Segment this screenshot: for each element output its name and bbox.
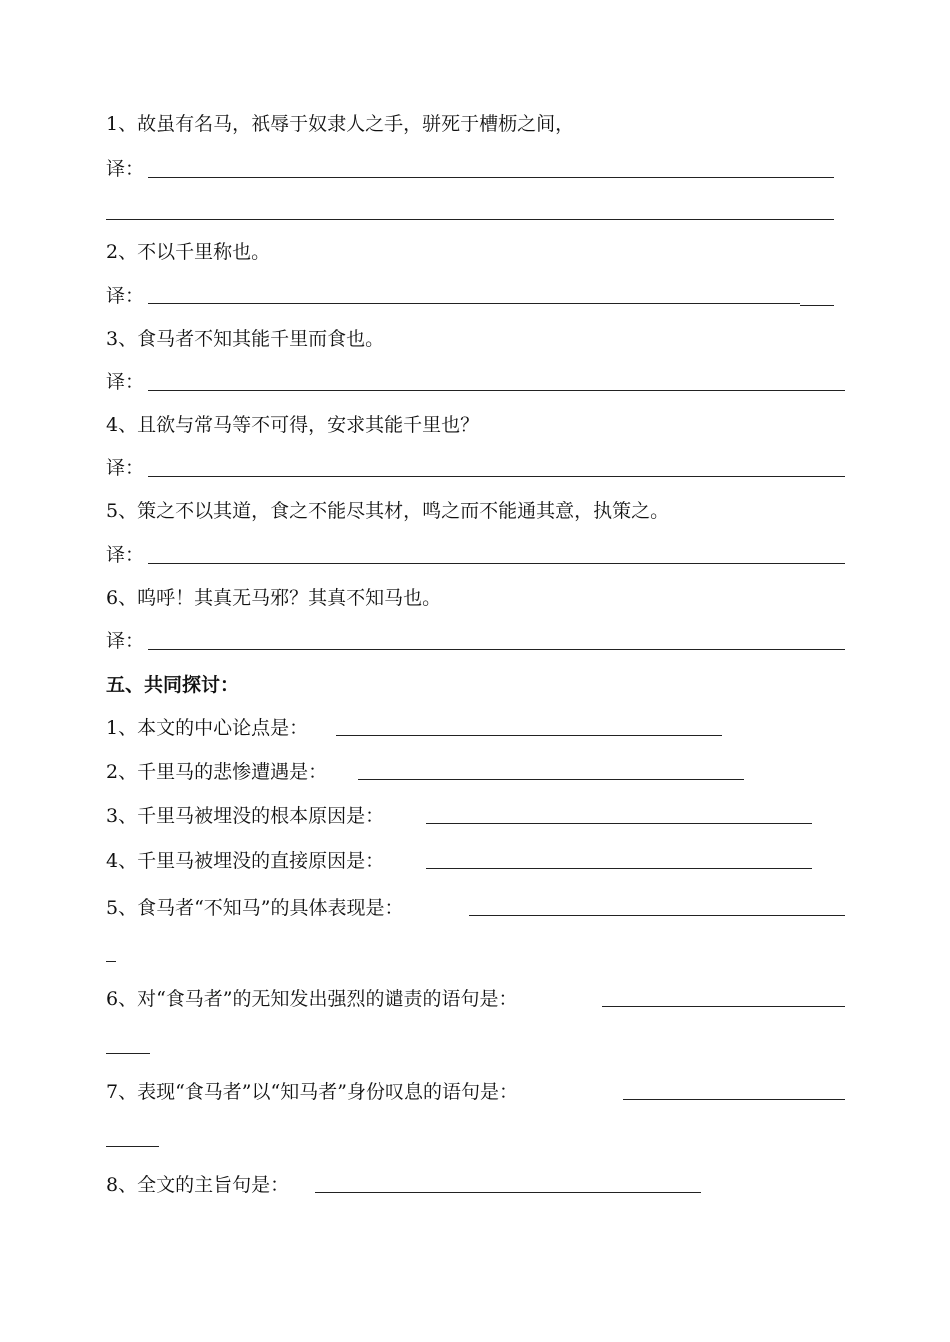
question-7-blank-tail[interactable]	[106, 1146, 159, 1147]
section-heading: 五、共同探讨：	[106, 674, 240, 696]
question-1-blank[interactable]	[336, 735, 722, 736]
question-2-blank[interactable]	[358, 779, 744, 780]
answer-line-6[interactable]	[148, 649, 845, 650]
answer-line-2[interactable]	[148, 303, 800, 304]
question-3-blank[interactable]	[426, 823, 812, 824]
question-6-blank[interactable]	[602, 1006, 845, 1007]
translation-sentence-2: 2、不以千里称也。	[106, 241, 271, 263]
question-7: 7、表现“食马者”以“知马者”身份叹息的语句是：	[106, 1081, 518, 1103]
answer-line-4[interactable]	[148, 476, 845, 477]
translation-prompt-4: 译：	[106, 457, 145, 479]
question-6: 6、对“食马者”的无知发出强烈的谴责的语句是：	[106, 988, 518, 1010]
question-5-blank[interactable]	[469, 915, 845, 916]
question-7-blank[interactable]	[623, 1099, 845, 1100]
translation-prompt-3: 译：	[106, 371, 145, 393]
question-5: 5、食马者“不知马”的具体表现是：	[106, 897, 404, 919]
question-6-blank-tail[interactable]	[106, 1053, 150, 1054]
question-8: 8、全文的主旨句是：	[106, 1174, 290, 1196]
question-8-blank[interactable]	[315, 1192, 701, 1193]
question-2: 2、千里马的悲惨遭遇是：	[106, 761, 328, 783]
translation-sentence-4: 4、且欲与常马等不可得，安求其能千里也？	[106, 414, 480, 436]
question-3: 3、千里马被埋没的根本原因是：	[106, 805, 385, 827]
translation-prompt-5: 译：	[106, 544, 145, 566]
translation-sentence-1: 1、故虽有名马，祇辱于奴隶人之手，骈死于槽枥之间，	[106, 113, 575, 135]
question-5-blank-tail[interactable]	[106, 961, 116, 962]
question-4-blank[interactable]	[426, 868, 812, 869]
question-4: 4、千里马被埋没的直接原因是：	[106, 850, 385, 872]
answer-line-2-tail[interactable]	[800, 305, 834, 306]
answer-line-1b[interactable]	[106, 219, 834, 220]
answer-line-5[interactable]	[148, 563, 845, 564]
translation-sentence-5: 5、策之不以其道，食之不能尽其材，鸣之而不能通其意，执策之。	[106, 500, 670, 522]
translation-sentence-6: 6、呜呼！其真无马邪？其真不知马也。	[106, 587, 442, 609]
translation-prompt-1: 译：	[106, 158, 145, 180]
translation-prompt-2: 译：	[106, 285, 145, 307]
answer-line-1[interactable]	[148, 177, 834, 178]
question-1: 1、本文的中心论点是：	[106, 717, 309, 739]
translation-prompt-6: 译：	[106, 630, 145, 652]
translation-sentence-3: 3、食马者不知其能千里而食也。	[106, 328, 385, 350]
answer-line-3[interactable]	[148, 390, 845, 391]
